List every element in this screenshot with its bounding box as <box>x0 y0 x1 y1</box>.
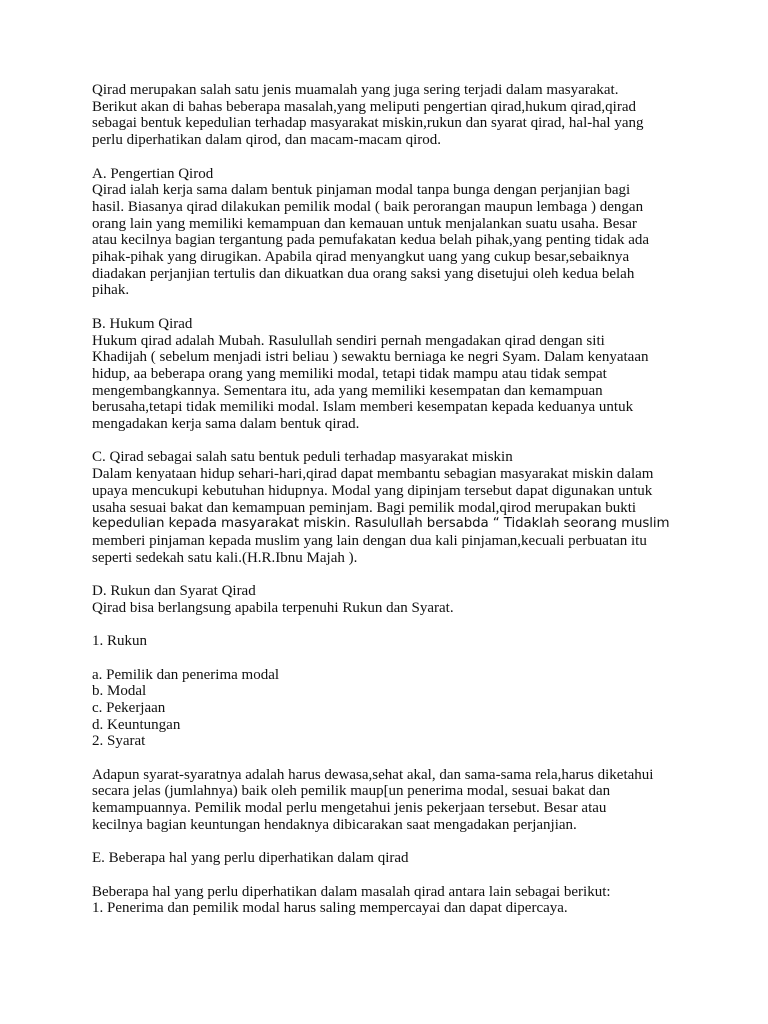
paragraph-gap <box>92 616 708 633</box>
paragraph-gap <box>92 299 708 316</box>
body-line: pihak-pihak yang dirugikan. Apabila qirad menyangkut uang yang cukup besar,sebaiknya <box>92 249 630 266</box>
section-d <box>92 583 708 834</box>
body-line: seperti sedekah satu kali.(H.R.Ibnu Majah ). <box>92 549 358 566</box>
section-heading: A. Pengertian Qirod <box>92 165 214 182</box>
list-item: a. Pemilik dan penerima modal <box>92 666 280 683</box>
list-item: d. Keuntungan <box>92 716 181 733</box>
body-line: berusaha,tetapi tidak memiliki modal. Islam memberi kesempatan kepada keduanya untuk <box>92 399 634 416</box>
list-item: b. Modal <box>92 683 147 700</box>
body-line: Qirad bisa berlangsung apabila terpenuhi Rukun dan Syarat. <box>92 599 454 616</box>
body-line: pihak. <box>92 282 130 299</box>
body-line: mengembangkannya. Sementara itu, ada yang memiliki kesempatan dan kemampuan <box>92 382 603 399</box>
intro-line: Berikut akan di bahas beberapa masalah,yang meliputi pengertian qirad,hukum qirad,qirad <box>92 98 636 115</box>
intro-line: Qirad merupakan salah satu jenis muamalah yang juga sering terjadi dalam masyarakat. <box>92 82 619 98</box>
body-line: Dalam kenyataan hidup sehari-hari,qirad dapat membantu sebagian masyarakat miskin dalam <box>92 466 654 483</box>
paragraph-gap <box>92 650 708 667</box>
body-line: 1. Penerima dan pemilik modal harus saling mempercayai dan dapat dipercaya. <box>92 900 568 917</box>
body-line: secara jelas (jumlahnya) baik oleh pemilik maup[un penerima modal, sesuai bakat dan <box>92 783 611 800</box>
body-line: orang lain yang memiliki kemampuan dan kemauan untuk menjalankan suatu usaha. Besar <box>92 215 637 232</box>
paragraph-gap <box>92 149 708 166</box>
body-line: Qirad ialah kerja sama dalam bentuk pinjaman modal tanpa bunga dengan perjanjian bagi <box>92 182 631 199</box>
paragraph-gap <box>92 433 708 450</box>
body-line: Khadijah ( sebelum menjadi istri beliau ) sewaktu berniaga ke negri Syam. Dalam kenyataan <box>92 349 649 366</box>
body-line: kecilnya bagian keuntungan hendaknya dibicarakan saat mengadakan perjanjian. <box>92 816 577 833</box>
body-line: kemampuannya. Pemilik modal perlu mengetahui jenis pekerjaan tersebut. Besar atau <box>92 800 607 817</box>
section-c <box>92 449 708 566</box>
body-line: hasil. Biasanya qirad dilakukan pemilik modal ( baik perorangan maupun lembaga ) dengan <box>92 198 644 215</box>
intro-paragraph <box>92 82 708 149</box>
paragraph-gap <box>92 750 708 767</box>
body-line: atau kecilnya bagian tergantung pada pemufakatan kedua belah pihak,yang penting tidak ada <box>92 232 650 249</box>
section-heading: C. Qirad sebagai salah satu bentuk peduli terhadap masyarakat miskin <box>92 449 513 466</box>
body-line: hidup, aa beberapa orang yang memiliki modal, tetapi tidak mampu atau tidak sempat <box>92 365 607 382</box>
section-heading: E. Beberapa hal yang perlu diperhatikan dalam qirad <box>92 850 409 867</box>
intro-line: sebagai bentuk kepedulian terhadap masyarakat miskin,rukun dan syarat qirad, hal-hal yang <box>92 115 644 132</box>
body-line: memberi pinjaman kepada muslim yang lain dengan dua kali pinjaman,kecuali perbuatan itu <box>92 532 647 549</box>
body-line: Hukum qirad adalah Mubah. Rasulullah sendiri pernah mengadakan qirad dengan siti <box>92 332 605 349</box>
paragraph-gap <box>92 834 708 851</box>
body-line: Adapun syarat-syaratnya adalah harus dewasa,sehat akal, dan sama-sama rela,harus diketahui <box>92 766 654 783</box>
section-heading: B. Hukum Qirad <box>92 315 193 332</box>
list-item: 2. Syarat <box>92 733 146 750</box>
intro-line: perlu diperhatikan dalam qirod, dan macam-macam qirod. <box>92 132 442 149</box>
section-b <box>92 316 708 433</box>
section-a <box>92 166 708 300</box>
section-e <box>92 850 708 917</box>
body-line: diadakan perjanjian tertulis dan dikuatkan dua orang saksi yang disetujui oleh kedua belah <box>92 265 635 282</box>
paragraph-gap <box>92 867 708 884</box>
body-line: mengadakan kerja sama dalam bentuk qirad. <box>92 416 360 433</box>
paragraph-gap <box>92 566 708 583</box>
body-line: usaha sesuai bakat dan kemampuan peminjam. Bagi pemilik modal,qirod merupakan bukti <box>92 499 637 516</box>
subheading-rukun: 1. Rukun <box>92 633 148 650</box>
body-line: Beberapa hal yang perlu diperhatikan dalam masalah qirad antara lain sebagai berikut: <box>92 883 611 900</box>
rukun-list <box>92 667 708 751</box>
body-line: upaya mencukupi kebutuhan hidupnya. Modal yang dipinjam tersebut dapat digunakan untuk <box>92 482 653 499</box>
hadith-line: kepedulian kepada masyarakat miskin. Rasulullah bersabda “ Tidaklah seorang muslim <box>92 516 670 532</box>
section-heading: D. Rukun dan Syarat Qirad <box>92 583 256 600</box>
list-item: c. Pekerjaan <box>92 699 166 716</box>
